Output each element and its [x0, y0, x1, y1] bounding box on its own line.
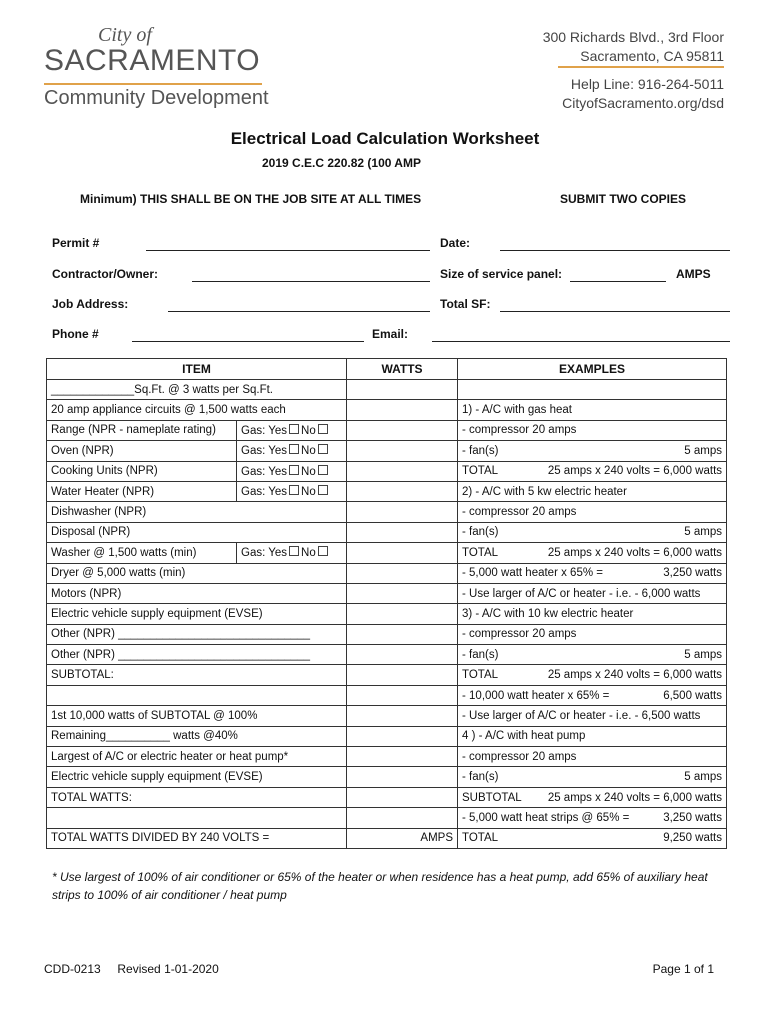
- example-text: - compressor 20 amps: [462, 628, 577, 641]
- item-cell: Other (NPR) ______________________________: [47, 645, 347, 665]
- example-calc: 25 amps x 240 volts = 6,000 watts: [547, 791, 723, 804]
- example-text: - fan(s): [462, 771, 499, 784]
- amps-unit-label: AMPS: [676, 267, 711, 281]
- example-cell: [458, 502, 727, 522]
- item-cell: Electric vehicle supply equipment (EVSE): [47, 767, 347, 787]
- watts-cell[interactable]: [347, 481, 458, 501]
- gas-yes-checkbox[interactable]: [289, 444, 299, 454]
- example-text: - 5,000 watt heater x 65% =: [462, 567, 603, 580]
- example-cell: [458, 604, 727, 624]
- amps-cell[interactable]: [347, 828, 458, 848]
- table-row: [47, 400, 727, 420]
- gas-yes-label: Gas: Yes: [241, 465, 288, 478]
- example-cell: [458, 522, 727, 542]
- example-calc: 5 amps: [684, 526, 723, 539]
- item-cell: Disposal (NPR): [47, 522, 347, 542]
- submit-notice: SUBMIT TWO COPIES: [560, 192, 686, 206]
- email-field[interactable]: [432, 341, 730, 342]
- example-cell: [458, 726, 727, 746]
- table-row: [47, 787, 727, 807]
- example-text: TOTAL: [462, 546, 499, 559]
- gas-no-label: No: [301, 547, 316, 560]
- watts-cell[interactable]: [347, 726, 458, 746]
- gas-no-checkbox[interactable]: [318, 444, 328, 454]
- watts-cell[interactable]: [347, 400, 458, 420]
- example-cell: [458, 767, 727, 787]
- item-cell: 1st 10,000 watts of SUBTOTAL @ 100%: [47, 706, 347, 726]
- example-cell: [458, 706, 727, 726]
- watts-cell[interactable]: [347, 543, 458, 563]
- example-text: - fan(s): [462, 526, 499, 539]
- watts-header: WATTS: [347, 359, 458, 380]
- address-divider: [558, 66, 724, 68]
- gas-yes-checkbox[interactable]: [289, 546, 299, 556]
- permit-label: Permit #: [52, 236, 100, 250]
- email-label: Email:: [372, 327, 409, 341]
- example-calc: 5 amps: [684, 648, 723, 661]
- example-cell: [458, 400, 727, 420]
- watts-cell[interactable]: [347, 563, 458, 583]
- example-text: - compressor 20 amps: [462, 424, 577, 437]
- service-panel-label: Size of service panel:: [440, 267, 563, 281]
- examples-header: EXAMPLES: [458, 359, 727, 380]
- table-row: [47, 808, 727, 828]
- code-reference: 2019 C.E.C 220.82 (100 AMP: [262, 156, 421, 170]
- gas-yes-checkbox[interactable]: [289, 465, 299, 475]
- example-result: 9,250 watts: [663, 832, 723, 845]
- table-row: [47, 828, 727, 848]
- example-cell: [458, 583, 727, 603]
- item-cell: Dishwasher (NPR): [47, 502, 347, 522]
- gas-option-cell: [237, 481, 347, 501]
- example-text: - fan(s): [462, 444, 499, 457]
- example-text: TOTAL: [462, 669, 499, 682]
- example-result: 3,250 watts: [663, 811, 723, 824]
- table-row: [47, 441, 727, 461]
- example-text: TOTAL: [462, 832, 499, 845]
- item-cell: Oven (NPR): [47, 441, 237, 461]
- gas-yes-checkbox[interactable]: [289, 424, 299, 434]
- item-cell: Largest of A/C or electric heater or heat pump*: [47, 747, 347, 767]
- gas-no-checkbox[interactable]: [318, 546, 328, 556]
- table-row: [47, 543, 727, 563]
- total-sf-field[interactable]: [500, 311, 730, 312]
- watts-cell[interactable]: [347, 522, 458, 542]
- example-text: - Use larger of A/C or heater - i.e. - 6,000 watts: [462, 587, 701, 600]
- job-address-field[interactable]: [168, 311, 430, 312]
- table-row: [47, 583, 727, 603]
- gas-option-cell: [237, 420, 347, 440]
- example-cell: [458, 747, 727, 767]
- address-line-2: Sacramento, CA 95811: [580, 48, 724, 64]
- example-cell: [458, 808, 727, 828]
- watts-cell[interactable]: [347, 706, 458, 726]
- table-row: [47, 726, 727, 746]
- watts-cell[interactable]: [347, 441, 458, 461]
- example-cell: [458, 828, 727, 848]
- example-cell: [458, 685, 727, 705]
- form-number: CDD-0213: [44, 962, 101, 976]
- item-cell: _____________Sq.Ft. @ 3 watts per Sq.Ft.: [47, 380, 347, 400]
- example-text: 3) - A/C with 10 kw electric heater: [462, 607, 634, 620]
- page-number: Page 1 of 1: [652, 962, 714, 976]
- gas-option-cell: [237, 543, 347, 563]
- watts-cell[interactable]: [347, 420, 458, 440]
- example-calc: 25 amps x 240 volts = 6,000 watts: [547, 546, 723, 559]
- table-row: [47, 380, 727, 400]
- example-result: 6,500 watts: [663, 689, 723, 702]
- item-cell: SUBTOTAL:: [47, 665, 347, 685]
- example-text: - 5,000 watt heat strips @ 65% =: [462, 811, 630, 824]
- gas-yes-checkbox[interactable]: [289, 485, 299, 495]
- total-sf-label: Total SF:: [440, 297, 491, 311]
- item-cell: Water Heater (NPR): [47, 481, 237, 501]
- permit-field[interactable]: [146, 250, 430, 251]
- example-text: - compressor 20 amps: [462, 750, 577, 763]
- logo-city-text: City of: [98, 24, 152, 46]
- logo-main-text: SACRAMENTO: [44, 44, 261, 77]
- example-cell: [458, 481, 727, 501]
- item-cell: Other (NPR) ______________________________: [47, 624, 347, 644]
- example-calc: 5 amps: [684, 771, 723, 784]
- item-cell: Remaining__________ watts @40%: [47, 726, 347, 746]
- page-title: Electrical Load Calculation Worksheet: [230, 129, 540, 148]
- job-address-label: Job Address:: [52, 297, 129, 311]
- gas-no-label: No: [301, 486, 316, 499]
- example-cell: [458, 645, 727, 665]
- gas-yes-label: Gas: Yes: [241, 424, 288, 437]
- table-row: [47, 665, 727, 685]
- logo-subtitle: Community Development: [44, 87, 269, 109]
- gas-yes-label: Gas: Yes: [241, 486, 288, 499]
- table-row: [47, 420, 727, 440]
- example-text: 4 ) - A/C with heat pump: [462, 730, 586, 743]
- table-row: [47, 624, 727, 644]
- example-text: - compressor 20 amps: [462, 506, 577, 519]
- item-cell: 20 amp appliance circuits @ 1,500 watts each: [47, 400, 347, 420]
- amps-label: AMPS: [420, 832, 454, 845]
- gas-no-label: No: [301, 445, 316, 458]
- item-cell: [47, 808, 347, 828]
- table-row: [47, 747, 727, 767]
- gas-no-checkbox[interactable]: [318, 485, 328, 495]
- table-row: [47, 685, 727, 705]
- gas-yes-label: Gas: Yes: [241, 445, 288, 458]
- contractor-field[interactable]: [192, 281, 430, 282]
- example-cell: [458, 563, 727, 583]
- service-panel-field[interactable]: [570, 281, 666, 282]
- item-cell: Electric vehicle supply equipment (EVSE): [47, 604, 347, 624]
- example-cell: [458, 543, 727, 563]
- table-row: [47, 767, 727, 787]
- example-calc: 25 amps x 240 volts = 6,000 watts: [547, 465, 723, 478]
- example-cell: [458, 461, 727, 481]
- item-cell: Cooking Units (NPR): [47, 461, 237, 481]
- example-text: - 10,000 watt heater x 65% =: [462, 689, 610, 702]
- table-row: [47, 522, 727, 542]
- phone-field[interactable]: [132, 341, 364, 342]
- watts-cell[interactable]: [347, 583, 458, 603]
- example-calc: 25 amps x 240 volts = 6,000 watts: [547, 669, 723, 682]
- watts-cell[interactable]: [347, 747, 458, 767]
- footnote: * Use largest of 100% of air conditioner or 65% of the heater or when residence has a heat pump, add 65% of auxiliary heat strips to 100% of air conditioner / heat pump: [52, 870, 708, 902]
- example-cell: [458, 420, 727, 440]
- website: CityofSacramento.org/dsd: [562, 95, 724, 111]
- item-cell: TOTAL WATTS:: [47, 787, 347, 807]
- gas-no-checkbox[interactable]: [318, 424, 328, 434]
- gas-option-cell: [237, 441, 347, 461]
- watts-cell[interactable]: [347, 685, 458, 705]
- watts-cell[interactable]: [347, 767, 458, 787]
- table-row: [47, 604, 727, 624]
- table-row: [47, 481, 727, 501]
- item-header: ITEM: [47, 359, 347, 380]
- form-id: [44, 962, 219, 976]
- watts-cell[interactable]: [347, 787, 458, 807]
- example-text: - Use larger of A/C or heater - i.e. - 6,500 watts: [462, 709, 701, 722]
- job-site-notice: Minimum) THIS SHALL BE ON THE JOB SITE AT ALL TIMES: [80, 192, 422, 206]
- table-row: [47, 645, 727, 665]
- item-cell: Dryer @ 5,000 watts (min): [47, 563, 347, 583]
- item-cell: Range (NPR - nameplate rating): [47, 420, 237, 440]
- gas-no-label: No: [301, 424, 316, 437]
- date-label: Date:: [440, 236, 471, 250]
- gas-option-cell: [237, 461, 347, 481]
- gas-no-label: No: [301, 465, 316, 478]
- item-cell: Washer @ 1,500 watts (min): [47, 543, 237, 563]
- help-line: Help Line: 916-264-5011: [570, 76, 724, 92]
- revision-date: Revised 1-01-2020: [117, 962, 219, 976]
- example-result: 3,250 watts: [663, 567, 723, 580]
- table-row: [47, 461, 727, 481]
- address-line-1: 300 Richards Blvd., 3rd Floor: [542, 29, 724, 45]
- logo-divider: [44, 83, 262, 85]
- load-calculation-table: [46, 358, 727, 849]
- gas-no-checkbox[interactable]: [318, 465, 328, 475]
- example-text: SUBTOTAL: [462, 791, 522, 804]
- item-cell: TOTAL WATTS DIVIDED BY 240 VOLTS =: [47, 828, 347, 848]
- example-text: TOTAL: [462, 465, 499, 478]
- item-cell: [47, 685, 347, 705]
- contractor-label: Contractor/Owner:: [52, 267, 159, 281]
- example-cell: [458, 787, 727, 807]
- table-row: [47, 563, 727, 583]
- example-cell: [458, 665, 727, 685]
- example-text: 1) - A/C with gas heat: [462, 404, 572, 417]
- example-text: 2) - A/C with 5 kw electric heater: [462, 485, 627, 498]
- example-calc: 5 amps: [684, 444, 723, 457]
- example-cell: [458, 624, 727, 644]
- watts-cell[interactable]: [347, 380, 458, 400]
- table-row: [47, 706, 727, 726]
- date-field[interactable]: [500, 250, 730, 251]
- example-text: - fan(s): [462, 648, 499, 661]
- example-cell: [458, 441, 727, 461]
- watts-cell[interactable]: [347, 808, 458, 828]
- watts-cell[interactable]: [347, 624, 458, 644]
- watts-cell[interactable]: [347, 665, 458, 685]
- watts-cell[interactable]: [347, 604, 458, 624]
- gas-yes-label: Gas: Yes: [241, 547, 288, 560]
- phone-label: Phone #: [52, 327, 99, 341]
- table-row: [47, 502, 727, 522]
- watts-cell[interactable]: [347, 645, 458, 665]
- example-cell: [458, 380, 727, 400]
- watts-cell[interactable]: [347, 461, 458, 481]
- item-cell: Motors (NPR): [47, 583, 347, 603]
- watts-cell[interactable]: [347, 502, 458, 522]
- table-header-row: [47, 359, 727, 380]
